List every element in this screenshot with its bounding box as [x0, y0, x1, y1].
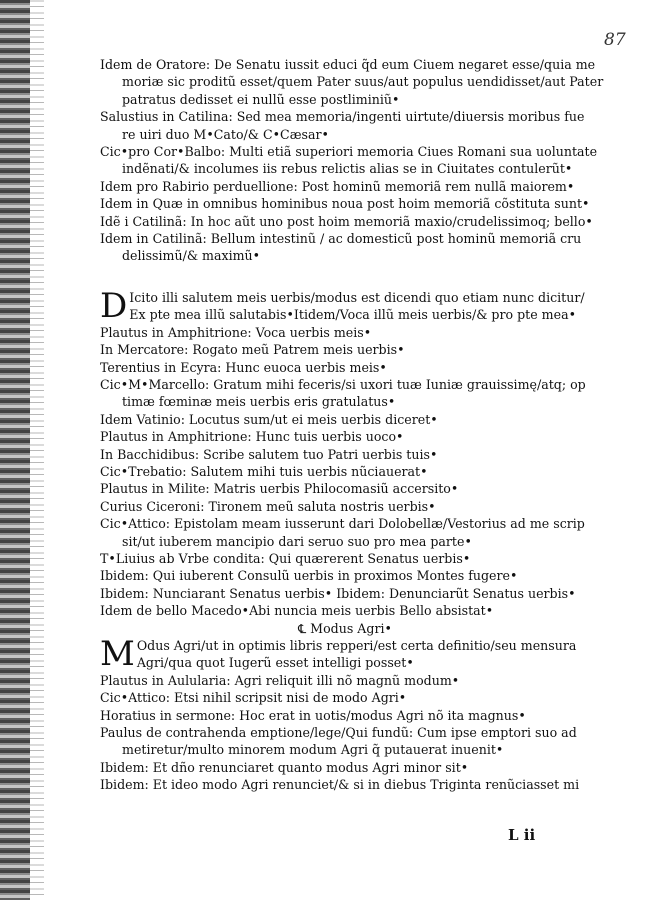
initial-letter: D [100, 288, 128, 324]
text-line: Cic•Attico: Etsi nihil scripsit nisi de modo Agri• [100, 690, 407, 706]
text-line: Paulus de contrahenda emptione/lege/Qui fundũ: Cum ipse emptori suo ad [100, 725, 577, 741]
text-line: Cic•pro Cor•Balbo: Multi etiã superiori memoria Ciues Romani sua uoluntate [100, 144, 598, 160]
text-line: Terentius in Ecyra: Hunc euoca uerbis meis• [100, 359, 387, 375]
text-line: Plautus in Amphitrione: Hunc tuis uerbis uoco• [100, 429, 404, 445]
text-line: Idem de bello Macedo•Abi nuncia meis uerbis Bello absistat• [100, 603, 494, 619]
text-line: Plautus in Amphitrione: Voca uerbis meis• [100, 324, 372, 340]
paragraph-opening [100, 289, 590, 324]
text-line: indẽnati/& incolumes iis rebus relictis alias se in Ciuitates contulerũt• [122, 161, 573, 177]
initial-letter: M [100, 637, 135, 672]
text-line: Idem in Catilinã: Bellum intestinũ / ac domesticũ post hominũ memoriã cru [100, 231, 582, 247]
block-uerbis [100, 289, 590, 620]
text-line: Plautus in Aulularia: Agri reliquit illi nõ magnũ modum• [100, 672, 460, 688]
text-line: Idẽ i Catilinã: In hoc aũt uno post hoim memoriã maxio/crudelissimoq; bello• [100, 213, 593, 229]
text-line: Idem pro Rabirio perduellione: Post hominũ memoriã rem nullã maiorem• [100, 178, 575, 194]
section-heading: ℄ Modus Agri• [298, 620, 392, 636]
text-line: re uiri duo M•Cato/& C•Cæsar• [122, 126, 329, 142]
text-line: Ex pte mea illũ salutabis•Itidem/Voca illũ meis uerbis/& pro pte mea• [129, 307, 577, 323]
text-line: moriæ sic proditũ esset/quem Pater suus/aut populus uendidisset/aut Pater [122, 74, 604, 90]
block-modus-agri [100, 637, 590, 794]
page-text [100, 56, 604, 794]
text-line: Odus Agri/ut in optimis libris repperi/est certa definitio/seu mensura [136, 638, 577, 653]
binding-shadow [0, 0, 30, 900]
text-line: In Bacchidibus: Scribe salutem tuo Patri uerbis tuis• [100, 446, 438, 462]
text-line: timæ fœminæ meis uerbis eris gratulatus• [122, 394, 396, 410]
text-line: Horatius in sermone: Hoc erat in uotis/modus Agri nõ ita magnus• [100, 707, 526, 723]
text-line: Agri/qua quot Iugerũ esset intelligi posset• [136, 655, 414, 671]
binding-shadow-light [30, 0, 44, 900]
paragraph-opening [100, 637, 590, 672]
text-line: Cic•M•Marcello: Gratum mihi feceris/si uxori tuæ Iuniæ grauissimę/atq; op [100, 376, 586, 392]
folio-number: 87 [604, 30, 626, 50]
text-line: patratus dedisset ei nullũ esse postliminiũ• [122, 91, 400, 107]
text-line: T•Liuius ab Vrbe condita: Qui quærerent Senatus uerbis• [100, 550, 471, 566]
text-line: Curius Ciceroni: Tironem meũ saluta nostris uerbis• [100, 498, 436, 514]
text-line: Cic•Attico: Epistolam meam iusserunt dari Dolobellæ/Vestorius ad me scrip [100, 516, 585, 532]
text-line: Ibidem: Nunciarant Senatus uerbis• Ibidem: Denunciarũt Senatus uerbis• [100, 585, 576, 601]
text-line: In Mercatore: Rogato meũ Patrem meis uerbis• [100, 342, 405, 358]
text-line: Salustius in Catilina: Sed mea memoria/ingenti uirtute/diuersis moribus fue [100, 109, 585, 125]
text-line: sit/ut iuberem mancipio dari seruo suo pro mea parte• [122, 533, 472, 549]
text-line: Icito illi salutem meis uerbis/modus est dicendi quo etiam nunc dicitur/ [129, 289, 585, 305]
text-line: metiretur/multo minorem modum Agri q̃ putauerat inuenit• [122, 742, 504, 758]
text-line: Idem de Oratore: De Senatu iussit educi q̃d eum Ciuem negaret esse/quia me [100, 57, 596, 72]
text-line: Ibidem: Et ideo modo Agri renunciet/& si in diebus Triginta renũciasset mi [100, 777, 580, 793]
text-line: Ibidem: Et dño renunciaret quanto modus Agri minor sit• [100, 759, 469, 775]
text-line: Idem Vatinio: Locutus sum/ut ei meis uerbis diceret• [100, 411, 438, 427]
text-line: Plautus in Milite: Matris uerbis Philocomasiũ accersito• [100, 481, 459, 497]
text-line: delissimũ/& maximũ• [122, 248, 261, 264]
text-line: Cic•Trebatio: Salutem mihi tuis uerbis nũciauerat• [100, 463, 428, 479]
signature-mark: L ii [508, 826, 536, 844]
block-memoria [100, 56, 604, 265]
text-line: Ibidem: Qui iuberent Consulũ uerbis in proximos Montes fugere• [100, 568, 518, 584]
text-line: Idem in Quæ in omnibus hominibus noua post hoim memoriã cõstituta sunt• [100, 196, 590, 212]
